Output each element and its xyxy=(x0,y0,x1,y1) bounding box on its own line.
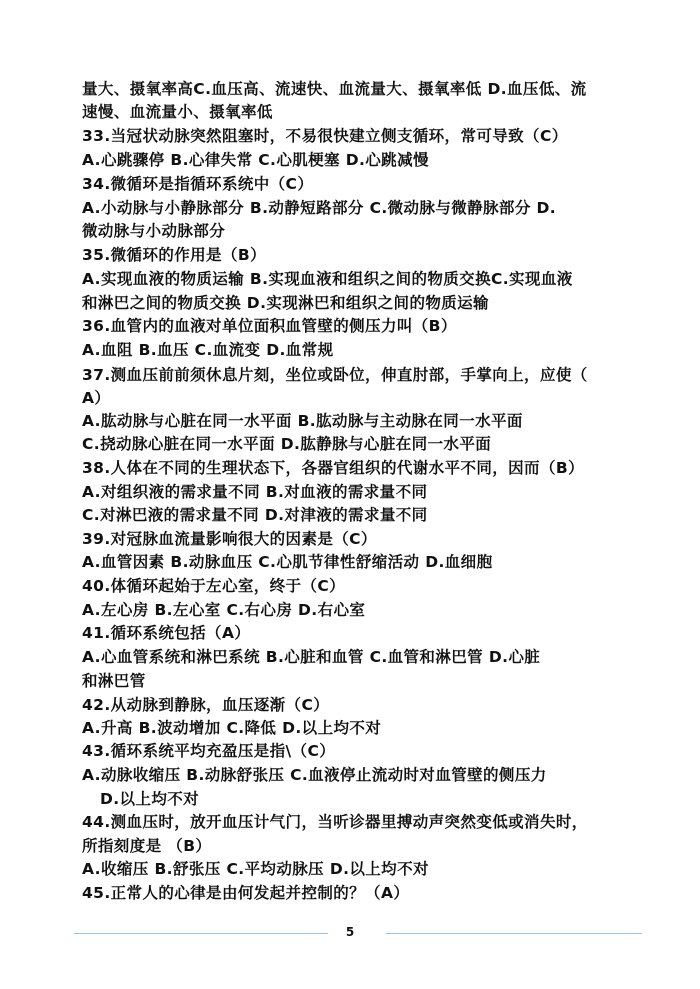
options-44: A.收缩压 B.舒张压 C.平均动脉压 D.以上均不对 xyxy=(82,860,429,878)
question-38: 38.人体在不同的生理状态下，各器官组织的代谢水平不同，因而（B） xyxy=(82,459,584,477)
question-42: 42.从动脉到静脉，血压逐渐（C） xyxy=(82,696,330,714)
options-38: A.对组织液的需求量不同 B.对血液的需求量不同 xyxy=(82,483,428,501)
footer-rule-right xyxy=(386,933,642,934)
options-35: A.实现血液的物质运输 B.实现血液和组织之间的物质交换C.实现血液 xyxy=(82,270,573,288)
question-33: 33.当冠状动脉突然阻塞时，不易很快建立侧支循环，常可导致（C） xyxy=(82,127,568,145)
question-37: 37.测血压前前须休息片刻，坐位或卧位，伸直肘部，手掌向上，应使（ xyxy=(82,366,588,384)
question-44-cont: 所指刻度是 （B） xyxy=(82,837,212,855)
footer-rule-left xyxy=(74,933,328,934)
text-line: 量大、摄氧率高C.血压高、流速快、血流量大、摄氧率低 D.血压低、流 xyxy=(82,80,587,98)
question-36: 36.血管内的血液对单位面积血管壁的侧压力叫（B） xyxy=(82,317,457,335)
question-41: 41.循环系统包括（A） xyxy=(82,624,251,642)
options-40: A.左心房 B.左心室 C.右心房 D.右心室 xyxy=(82,601,366,619)
question-34: 34.微循环是指循环系统中（C） xyxy=(82,175,314,193)
options-34: A.小动脉与小静脉部分 B.动静短路部分 C.微动脉与微静脉部分 D. xyxy=(82,199,557,217)
text-line: 速慢、血流量小、摄氧率低 xyxy=(82,103,273,121)
question-45: 45.正常人的心律是由何发起并控制的？（A） xyxy=(82,884,410,902)
question-40: 40.体循环起始于左心室，终于（C） xyxy=(82,577,346,595)
options-43-cont: D.以上均不对 xyxy=(100,790,200,808)
question-44: 44.测血压时，放开血压计气门，当听诊器里搏动声突然变低或消失时， xyxy=(82,813,588,831)
options-42: A.升高 B.波动增加 C.降低 D.以上均不对 xyxy=(82,719,382,737)
options-37: A.肱动脉与心脏在同一水平面 B.肱动脉与主动脉在同一水平面 xyxy=(82,412,523,430)
page-number: 5 xyxy=(345,925,355,939)
options-35-cont: 和淋巴之间的物质交换 D.实现淋巴和组织之间的物质运输 xyxy=(82,294,489,312)
options-34-cont: 微动脉与小动脉部分 xyxy=(82,222,226,240)
question-43: 43.循环系统平均充盈压是指\（C） xyxy=(82,742,336,760)
options-41-cont: 和淋巴管 xyxy=(82,672,146,690)
options-39: A.血管因素 B.动脉血压 C.心肌节律性舒缩活动 D.血细胞 xyxy=(82,553,493,571)
question-39: 39.对冠脉血流量影响很大的因素是（C） xyxy=(82,530,377,548)
options-43: A.动脉收缩压 B.动脉舒张压 C.血液停止流动时对血管壁的侧压力 xyxy=(82,766,547,784)
options-38-cont: C.对淋巴液的需求量不同 D.对津液的需求量不同 xyxy=(82,506,428,524)
options-33: A.心跳骤停 B.心律失常 C.心肌梗塞 D.心跳减慢 xyxy=(82,151,429,169)
options-41: A.心血管系统和淋巴系统 B.心脏和血管 C.血管和淋巴管 D.心脏 xyxy=(82,648,541,666)
options-37-cont: C.挠动脉心脏在同一水平面 D.肱静脉与心脏在同一水平面 xyxy=(82,435,492,453)
options-36: A.血阻 B.血压 C.血流变 D.血常规 xyxy=(82,341,334,359)
question-37-cont: A） xyxy=(82,389,111,407)
question-35: 35.微循环的作用是（B） xyxy=(82,246,266,264)
